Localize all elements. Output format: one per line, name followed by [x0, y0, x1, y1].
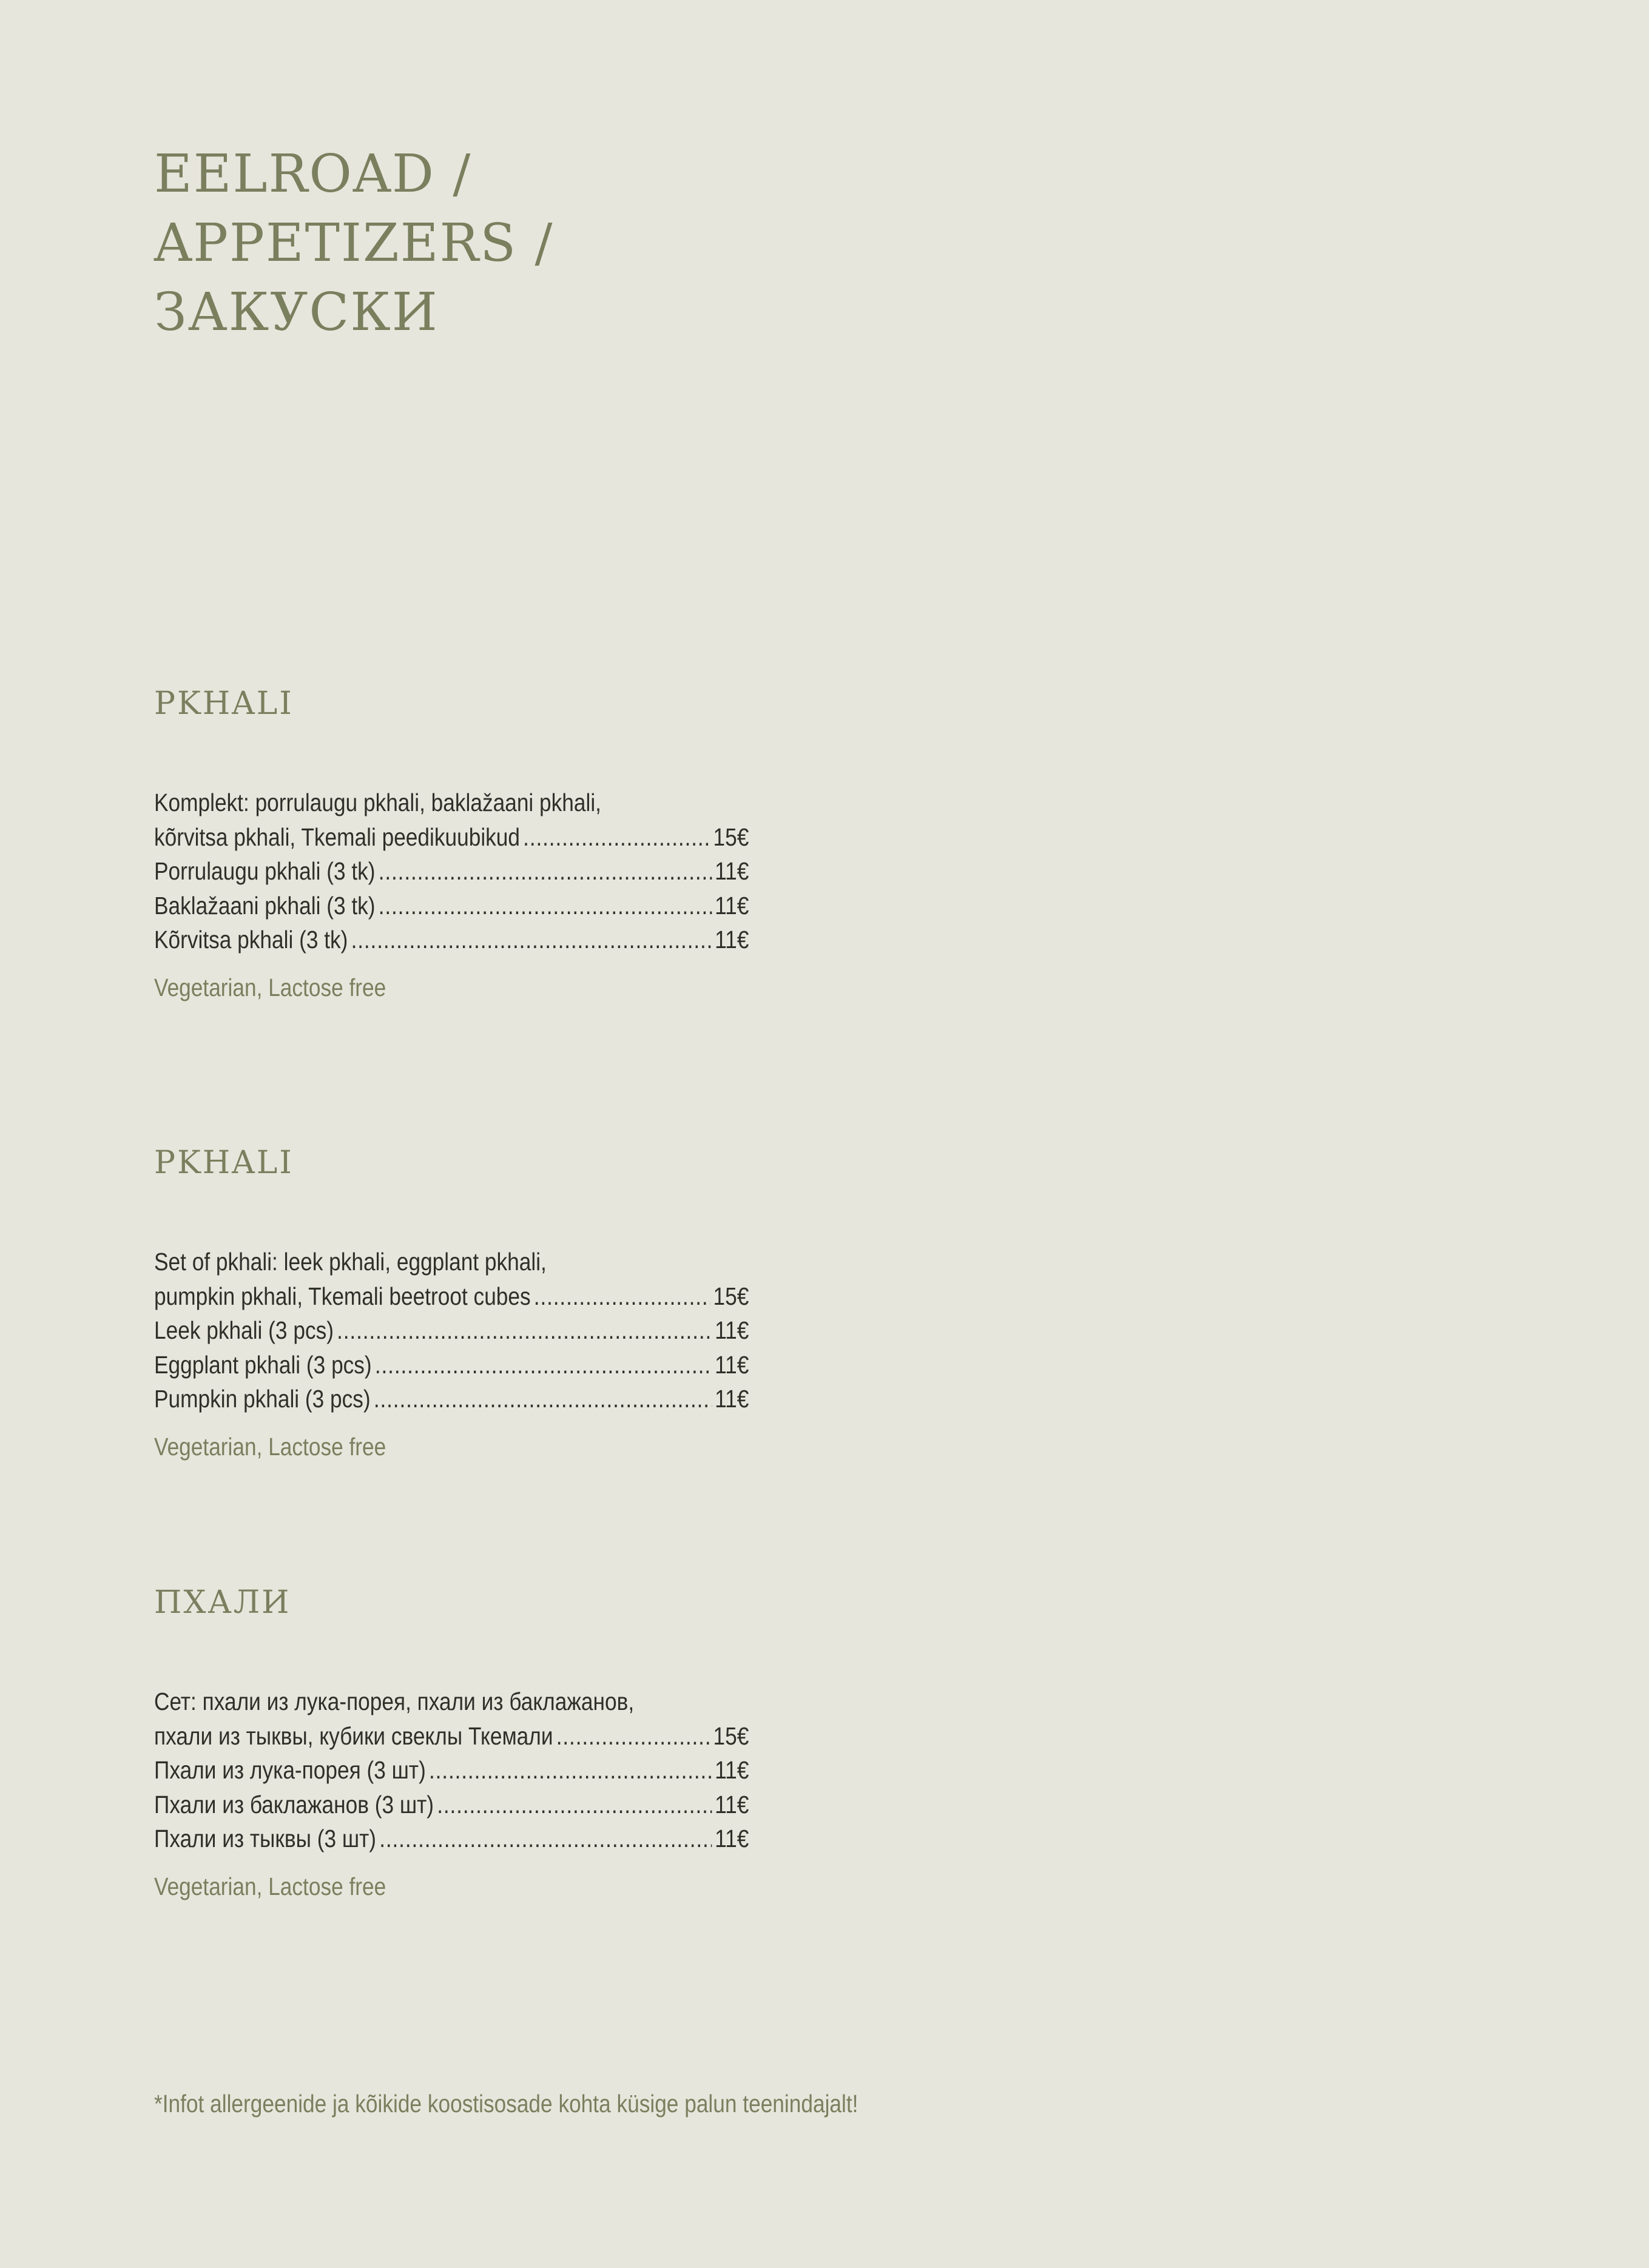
item-price: 11€ — [715, 857, 749, 885]
item-name: Пхали из баклажанов (3 шт) — [154, 1790, 434, 1819]
item-price: 11€ — [715, 926, 749, 954]
menu-item — [154, 854, 749, 889]
dot-leader — [351, 923, 712, 957]
item-name: pumpkin pkhali, Tkemali beetroot cubes — [154, 1282, 531, 1310]
item-name: Пхали из тыквы (3 шт) — [154, 1825, 377, 1852]
dot-leader — [379, 889, 712, 923]
page-title — [154, 140, 553, 347]
item-price: 11€ — [715, 1756, 749, 1784]
item-price: 11€ — [715, 1316, 749, 1344]
item-name: Kõrvitsa pkhali (3 tk) — [154, 926, 348, 954]
item-name: Porrulaugu pkhali (3 tk) — [154, 857, 376, 885]
dot-leader — [375, 1348, 712, 1382]
page-title-line: ЗАКУСКИ — [154, 282, 439, 343]
dietary-note: Vegetarian, Lactose free — [154, 1872, 386, 1900]
menu-section-estonian — [154, 682, 761, 1004]
dot-leader — [379, 854, 712, 889]
dot-leader — [374, 1382, 712, 1416]
section-heading: PKHALI — [154, 685, 294, 722]
dietary-note: Vegetarian, Lactose free — [154, 973, 386, 1001]
menu-item — [154, 889, 749, 923]
page-title-line: APPETIZERS / — [154, 213, 554, 274]
menu-item — [154, 1719, 749, 1754]
menu-item — [154, 1313, 749, 1348]
item-name: Eggplant pkhali (3 pcs) — [154, 1350, 372, 1379]
dot-leader — [337, 1313, 712, 1348]
item-name: Baklažaani pkhali (3 tk) — [154, 891, 376, 920]
dietary-note: Vegetarian, Lactose free — [154, 1432, 386, 1461]
section-heading: PKHALI — [154, 1145, 294, 1181]
menu-item — [154, 820, 749, 855]
item-price: 11€ — [715, 1790, 749, 1819]
menu-item — [154, 1753, 749, 1788]
item-price: 11€ — [715, 891, 749, 920]
item-price: 15€ — [713, 1282, 749, 1310]
page-title-line: EELROAD / — [154, 144, 472, 204]
item-price: 15€ — [713, 823, 749, 851]
dot-leader — [534, 1279, 710, 1314]
item-price: 11€ — [715, 1825, 749, 1852]
allergen-footnote: *Infot allergeenide ja kõikide koostisosade kohta küsige palun teenindajalt! — [154, 2090, 858, 2118]
dot-leader — [379, 1822, 712, 1856]
menu-item — [154, 1348, 749, 1382]
menu-item — [154, 1788, 749, 1822]
menu-item — [154, 923, 749, 957]
item-price: 11€ — [715, 1350, 749, 1379]
item-list — [154, 1245, 761, 1416]
item-name: пхали из тыквы, кубики свеклы Ткемали — [154, 1721, 553, 1750]
dot-leader — [429, 1753, 712, 1788]
item-description: Set of pkhali: leek pkhali, eggplant pkhali, — [154, 1248, 547, 1276]
item-list — [154, 786, 761, 957]
dot-leader — [556, 1719, 710, 1754]
dot-leader — [437, 1788, 712, 1822]
item-name: Leek pkhali (3 pcs) — [154, 1316, 334, 1344]
item-name: kõrvitsa pkhali, Tkemali peedikuubikud — [154, 823, 521, 851]
item-price: 11€ — [715, 1385, 749, 1413]
section-heading: ПХАЛИ — [154, 1584, 291, 1621]
item-description: Сет: пхали из лука-порея, пхали из баклажанов, — [154, 1688, 635, 1715]
dot-leader — [523, 820, 710, 855]
menu-item — [154, 1382, 749, 1416]
item-list — [154, 1684, 761, 1856]
item-name: Пхали из лука-порея (3 шт) — [154, 1756, 426, 1784]
item-name: Pumpkin pkhali (3 pcs) — [154, 1385, 371, 1413]
item-description: Komplekt: porrulaugu pkhali, baklažaani pkhali, — [154, 789, 601, 816]
menu-section-russian — [154, 1581, 761, 1903]
menu-section-english — [154, 1142, 761, 1464]
menu-item — [154, 1279, 749, 1314]
menu-item — [154, 1822, 749, 1856]
item-price: 15€ — [713, 1721, 749, 1750]
